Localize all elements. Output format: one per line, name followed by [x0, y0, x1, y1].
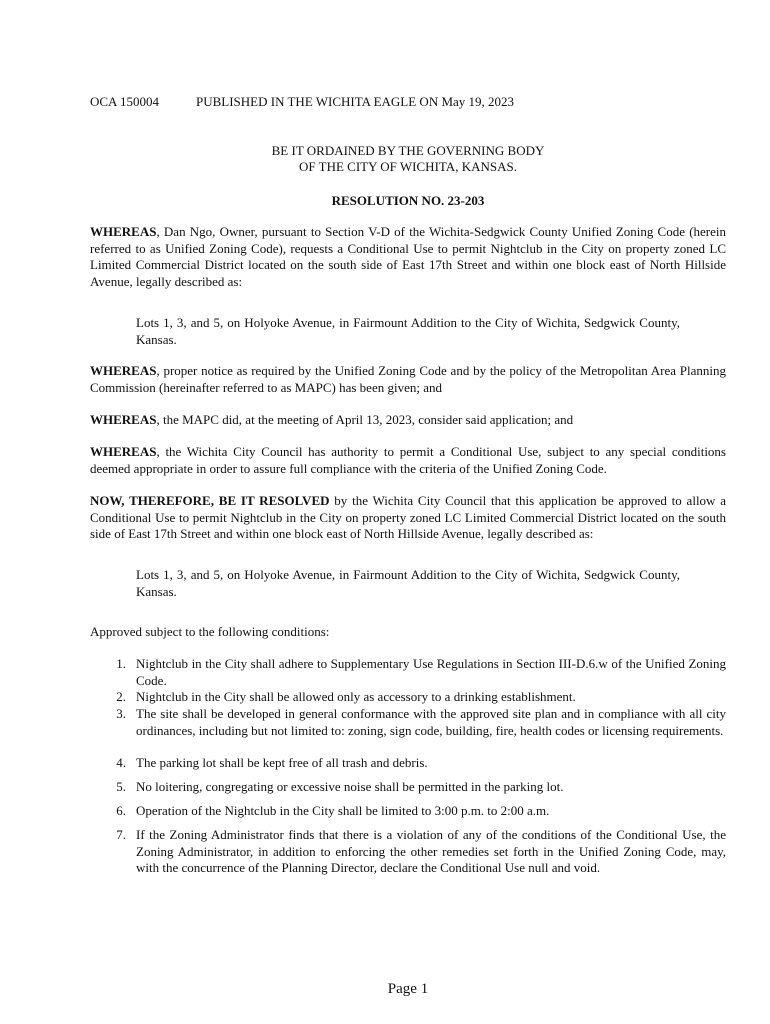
- whereas-lead: WHEREAS: [90, 412, 157, 427]
- condition-number: 2.: [116, 689, 126, 704]
- condition-text: Nightclub in the City shall adhere to Supplementary Use Regulations in Section III-D.6.w of the Unified Zoning Code.: [136, 656, 726, 688]
- condition-text: Operation of the Nightclub in the City shall be limited to 3:00 p.m. to 2:00 a.m.: [136, 803, 550, 818]
- ordain-line-2: OF THE CITY OF WICHITA, KANSAS.: [299, 159, 517, 174]
- oca-number: OCA 150004: [90, 94, 159, 109]
- whereas-paragraph-2: [90, 363, 726, 396]
- resolved-text: by the Wichita City Council that this application be approved to allow a Conditional Use to permit Nightclub in the City on property zoned LC Limited Commercial District located on the south side of East 17th Street and within one block east of North Hillside Avenue, legally described as:: [90, 493, 726, 541]
- condition-number: 6.: [116, 803, 126, 818]
- legal-description-1: Lots 1, 3, and 5, on Holyoke Avenue, in Fairmount Addition to the City of Wichita, Sedgwick County, Kansas.: [136, 315, 680, 347]
- whereas-text: , Dan Ngo, Owner, pursuant to Section V-D of the Wichita-Sedgwick County Unified Zoning Code (herein referred to as Unified Zoning Code), requests a Conditional Use to permit Nightclub in the City on property zoned LC Limited Commercial District located on the south side of East 17th Street and within one block east of North Hillside Avenue, legally described as:: [90, 224, 726, 289]
- whereas-paragraph-4: [90, 444, 726, 477]
- whereas-paragraph-3: [90, 412, 726, 429]
- condition-number: 3.: [116, 706, 126, 721]
- page-number: Page 1: [387, 981, 429, 997]
- ordain-line-1: BE IT ORDAINED BY THE GOVERNING BODY: [271, 143, 545, 158]
- condition-number: 4.: [116, 755, 126, 770]
- condition-number: 5.: [116, 779, 126, 794]
- whereas-lead: WHEREAS: [90, 363, 157, 378]
- whereas-text: , the MAPC did, at the meeting of April 13, 2023, consider said application; and: [156, 412, 574, 427]
- resolved-lead: NOW, THEREFORE, BE IT RESOLVED: [90, 493, 330, 508]
- whereas-lead: WHEREAS: [90, 224, 157, 239]
- approved-conditions-intro: Approved subject to the following conditions:: [90, 624, 330, 639]
- resolved-paragraph: [90, 493, 726, 543]
- condition-text: Nightclub in the City shall be allowed only as accessory to a drinking establishment.: [136, 689, 576, 704]
- whereas-paragraph-1: [90, 224, 726, 290]
- legal-description-2: Lots 1, 3, and 5, on Holyoke Avenue, in Fairmount Addition to the City of Wichita, Sedgwick County, Kansas.: [136, 567, 680, 599]
- condition-text: No loitering, congregating or excessive noise shall be permitted in the parking lot.: [136, 779, 564, 794]
- publication-notice: PUBLISHED IN THE WICHITA EAGLE ON May 19, 2023: [196, 94, 515, 109]
- condition-text: The site shall be developed in general conformance with the approved site plan and in compliance with all city ordinances, including but not limited to: zoning, sign code, building, fire, health codes or licensing requirements.: [136, 706, 726, 738]
- condition-text: The parking lot shall be kept free of all trash and debris.: [136, 755, 428, 770]
- whereas-text: , proper notice as required by the Unified Zoning Code and by the policy of the Metropolitan Area Planning Commission (hereinafter referred to as MAPC) has been given; and: [90, 363, 726, 395]
- whereas-text: , the Wichita City Council has authority to permit a Conditional Use, subject to any special conditions deemed appropriate in order to assure full compliance with the criteria of the Unified Zoning Code.: [90, 444, 726, 476]
- condition-number: 1.: [116, 656, 126, 671]
- condition-number: 7.: [116, 827, 126, 842]
- resolution-title: RESOLUTION NO. 23-203: [331, 193, 485, 208]
- condition-text: If the Zoning Administrator finds that there is a violation of any of the conditions of the Conditional Use, the Zoning Administrator, in addition to enforcing the other remedies set forth in the Unified Zoning Code, may, with the concurrence of the Planning Director, declare the Conditional Use null and void.: [136, 827, 726, 875]
- whereas-lead: WHEREAS: [90, 444, 157, 459]
